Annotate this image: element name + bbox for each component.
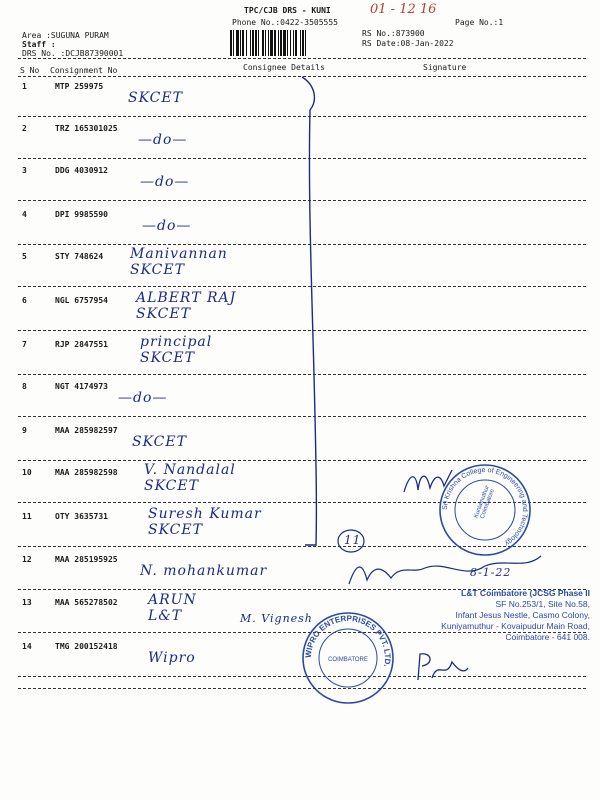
row-sno: 12 — [22, 555, 32, 564]
column-consignment: Consignment No — [50, 66, 118, 75]
lt-stamp-line: SF No.253/1, Site No.58, — [495, 599, 590, 609]
column-signature: Signature — [423, 63, 467, 72]
row-consignee-handwritten: principal — [140, 334, 213, 350]
row-sno: 7 — [22, 340, 27, 349]
row-consignee-handwritten: ALBERT RAJ — [136, 290, 237, 306]
lt-stamp-line: L&T Coimbatore (JCSG Phase II — [461, 588, 590, 598]
college-stamp-inner: Kuniamuthur Coimbatore — [473, 484, 496, 520]
row-consignee-handwritten: —do— — [142, 218, 192, 234]
row-consignee-handwritten: SKCET — [132, 434, 187, 450]
row-consignee-handwritten: Wipro — [148, 650, 196, 666]
drs-number: DRS No. :DCJB87390001 — [22, 49, 124, 58]
row-consignment-no: MAA 285982597 — [55, 426, 118, 435]
phone-number: Phone No.:0422-3505555 — [232, 18, 338, 27]
row-consignment-no: DDG 4030912 — [55, 166, 108, 175]
circled-count-value: 11 — [344, 533, 362, 547]
row-consignee-handwritten: —do— — [140, 174, 190, 190]
page-number: Page No.:1 — [455, 18, 504, 27]
wipro-stamp — [300, 610, 396, 706]
row-consignment-no: RJP 2847551 — [55, 340, 108, 349]
column-sno: S No — [20, 66, 40, 75]
row-sno: 10 — [22, 468, 32, 477]
row-sno: 1 — [22, 82, 27, 91]
row-sno: 11 — [22, 512, 32, 521]
rs-number: RS No.:873900 — [362, 29, 425, 38]
row-consignment-no: NGT 4174973 — [55, 382, 108, 391]
row-sno: 8 — [22, 382, 27, 391]
row-consignee-handwritten: —do— — [138, 132, 188, 148]
row-consignment-no: MAA 565278502 — [55, 598, 118, 607]
row-consignment-no: OTY 3635731 — [55, 512, 108, 521]
row-consignment-no: NGL 6757954 — [55, 296, 108, 305]
barcode — [230, 30, 352, 56]
row-consignment-no: MTP 259975 — [55, 82, 104, 91]
row-consignee-handwritten: SKCET — [130, 262, 185, 278]
pen-stroke — [290, 75, 330, 555]
row-consignee-handwritten: ARUN — [148, 592, 197, 608]
row-consignment-no: MAA 285195925 — [55, 555, 118, 564]
lt-stamp — [390, 588, 590, 643]
handwritten-mark: 01 - 12 16 — [370, 2, 437, 17]
row-consignee-handwritten: SKCET — [128, 90, 183, 106]
row-consignee-handwritten: N. mohankumar — [140, 563, 268, 579]
lt-stamp-line: Coimbatore - 641 008. — [505, 632, 590, 642]
college-stamp-text: Sri Krishna College of Engineering and Technology — [441, 466, 529, 547]
lt-signatory: M. Vignesh — [240, 612, 313, 625]
row-consignee-handwritten: SKCET — [144, 478, 199, 494]
lt-stamp-line: Kuniyamuthur - Kovaipudur Main Road, — [441, 621, 590, 631]
row-consignee-handwritten: —do— — [118, 390, 168, 406]
row-consignment-no: STY 748624 — [55, 252, 104, 261]
row-sno: 5 — [22, 252, 27, 261]
footer-rule — [18, 688, 586, 689]
row-consignment-no: DPI 9985590 — [55, 210, 108, 219]
signature-row14 — [412, 650, 472, 686]
row-consignee-handwritten: SKCET — [148, 522, 203, 538]
column-consignee: Consignee Details — [243, 63, 325, 72]
row-sno: 13 — [22, 598, 32, 607]
row-consignee-handwritten: SKCET — [136, 306, 191, 322]
lt-stamp-line: Infant Jesus Nestle, Casmo Colony, — [455, 610, 590, 620]
row-consignment-no: MAA 285982598 — [55, 468, 118, 477]
header-rule — [18, 58, 586, 59]
wipro-stamp-inner: COIMBATORE — [328, 657, 368, 663]
area-label: Area :SUGUNA PURAM — [22, 31, 109, 40]
row-consignee-handwritten: Suresh Kumar — [148, 506, 262, 522]
date-note: 8-1-22 — [470, 566, 512, 579]
staff-label: Staff : — [22, 40, 56, 49]
row-consignment-no: TMG 200152418 — [55, 642, 118, 651]
row-sno: 9 — [22, 426, 27, 435]
doc-title: TPC/CJB DRS - KUNI — [244, 6, 331, 15]
row-consignee-handwritten: SKCET — [140, 350, 195, 366]
row-consignee-handwritten: V. Nandalal — [144, 462, 236, 478]
row-sno: 14 — [22, 642, 32, 651]
row-sno: 3 — [22, 166, 27, 175]
row-consignee-handwritten: Manivannan — [130, 246, 228, 262]
row-consignee-handwritten: L&T — [148, 608, 183, 624]
row-sno: 6 — [22, 296, 27, 305]
row-sno: 2 — [22, 124, 27, 133]
wipro-stamp-text: WIPRO ENTERPRISES PVT. LTD. — [303, 613, 393, 668]
row-consignment-no: TRZ 165301025 — [55, 124, 118, 133]
row-sno: 4 — [22, 210, 27, 219]
rs-date: RS Date:08-Jan-2022 — [362, 39, 454, 48]
